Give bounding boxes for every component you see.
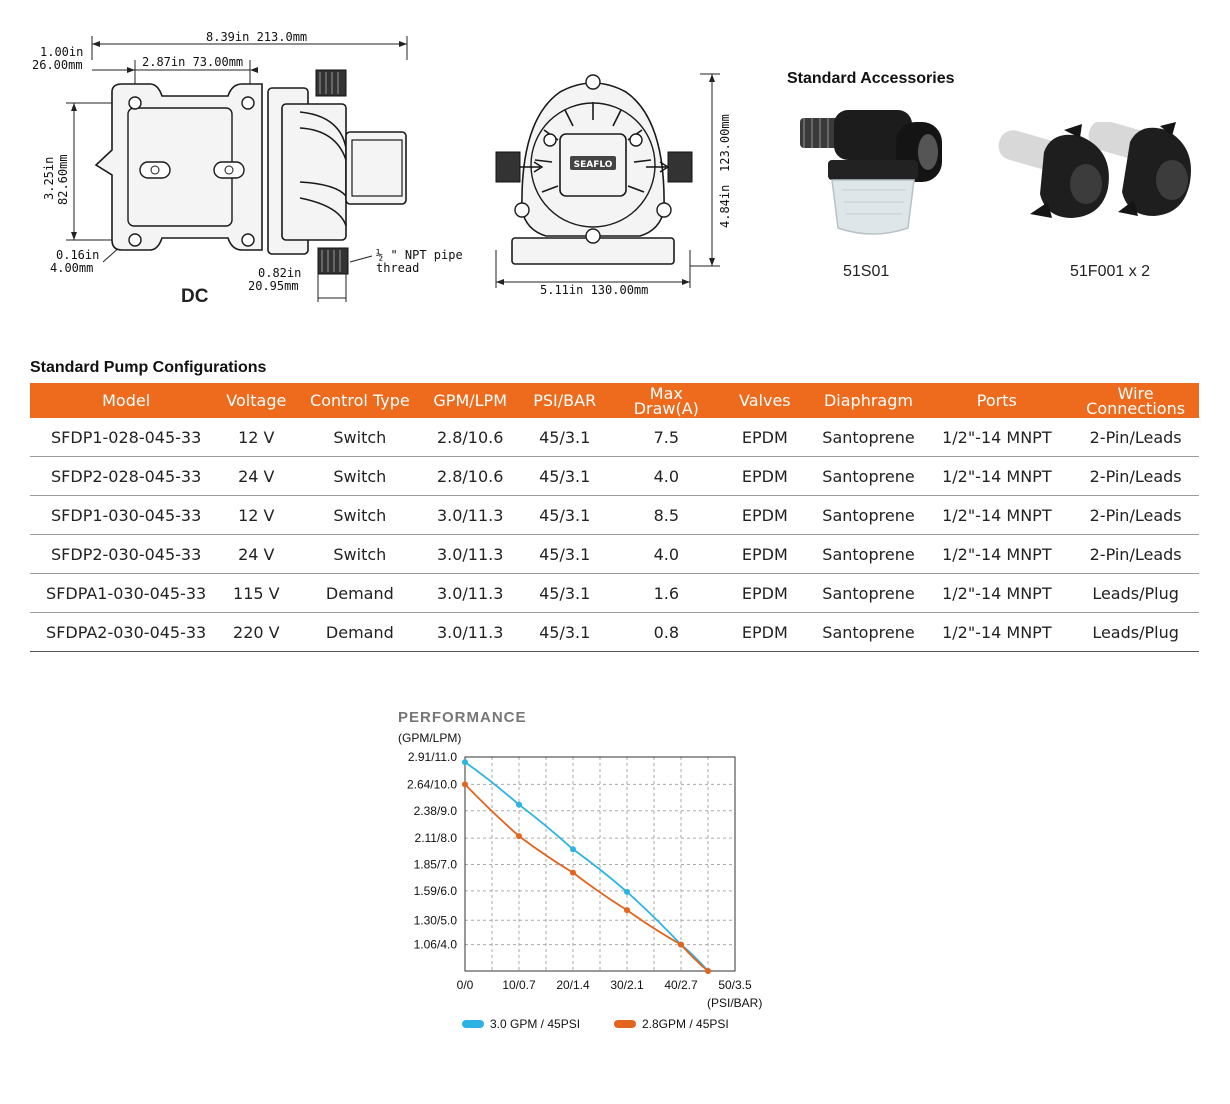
table-cell: Demand <box>290 574 429 613</box>
table-cell: 4.0 <box>618 535 714 574</box>
x-tick-label: 20/1.4 <box>556 978 590 992</box>
left-offset-in: 1.00in <box>40 45 84 59</box>
table-cell: Santoprene <box>816 574 922 613</box>
table-cell: 8.5 <box>618 496 714 535</box>
table-cell: Santoprene <box>816 418 922 457</box>
table-cell: EPDM <box>714 574 815 613</box>
front-height-in: 4.84in <box>718 184 732 228</box>
table-cell: Santoprene <box>816 535 922 574</box>
front-width-dimension: 5.11in 130.00mm <box>540 283 649 297</box>
data-point-series-2 <box>516 833 522 839</box>
table-cell: 1/2"-14 MNPT <box>921 457 1072 496</box>
table-cell: 2.8/10.6 <box>429 418 511 457</box>
column-header: Ports <box>921 383 1072 418</box>
table-cell: Switch <box>290 457 429 496</box>
left-offset-mm: 26.00mm <box>32 58 83 72</box>
performance-chart <box>395 745 775 1000</box>
legend-swatch-series-2 <box>614 1020 636 1028</box>
column-header: PSI/BAR <box>511 383 618 418</box>
table-cell: 115 V <box>222 574 290 613</box>
table-cell: 1/2"-14 MNPT <box>921 613 1072 652</box>
table-cell: Switch <box>290 535 429 574</box>
column-header: Diaphragm <box>816 383 922 418</box>
x-tick-label: 0/0 <box>456 978 474 992</box>
series-line-2 <box>465 784 708 971</box>
configurations-table <box>30 383 1199 652</box>
y-tick-label: 1.06/4.0 <box>413 937 457 952</box>
table-row <box>30 613 1199 652</box>
front-height-mm: 123.00mm <box>718 114 732 172</box>
table-row <box>30 457 1199 496</box>
table-cell: Santoprene <box>816 496 922 535</box>
table-cell: 3.0/11.3 <box>429 496 511 535</box>
data-point-series-1 <box>570 846 576 852</box>
table-cell: 45/3.1 <box>511 535 618 574</box>
accessory-label-51f001: 51F001 x 2 <box>1070 263 1151 280</box>
table-cell: 45/3.1 <box>511 418 618 457</box>
table-cell: SFDP1-030-045-33 <box>30 496 222 535</box>
x-tick-label: 50/3.5 <box>718 978 752 992</box>
table-cell: EPDM <box>714 496 815 535</box>
table-cell: 45/3.1 <box>511 496 618 535</box>
table-cell: 1.6 <box>618 574 714 613</box>
y-tick-label: 1.85/7.0 <box>413 857 457 872</box>
table-cell: 0.8 <box>618 613 714 652</box>
table-cell: 12 V <box>222 496 290 535</box>
npt-thread-note: ½ " NPT pipe <box>376 248 463 262</box>
data-point-series-2 <box>678 942 684 948</box>
column-header: Valves <box>714 383 815 418</box>
table-cell: 45/3.1 <box>511 457 618 496</box>
table-cell: Leads/Plug <box>1072 574 1199 613</box>
table-cell: 45/3.1 <box>511 574 618 613</box>
table-cell: Demand <box>290 613 429 652</box>
x-axis-label: (PSI/BAR) <box>707 996 763 1010</box>
table-header-row <box>30 383 1199 418</box>
table-cell: 45/3.1 <box>511 613 618 652</box>
table-cell: SFDPA2-030-045-33 <box>30 613 222 652</box>
height-dimension-mm: 82.60mm <box>56 154 70 205</box>
table-row <box>30 574 1199 613</box>
data-point-series-2 <box>462 781 468 787</box>
legend-label-series-1: 3.0 GPM / 45PSI <box>490 1017 581 1031</box>
table-cell: 7.5 <box>618 418 714 457</box>
column-header: Model <box>30 383 222 418</box>
legend-swatch-series-1 <box>462 1020 484 1028</box>
table-cell: EPDM <box>714 418 815 457</box>
x-tick-label: 10/0.7 <box>502 978 536 992</box>
table-cell: SFDP1-028-045-33 <box>30 418 222 457</box>
table-cell: 3.0/11.3 <box>429 574 511 613</box>
table-cell: 12 V <box>222 418 290 457</box>
table-cell: 1/2"-14 MNPT <box>921 535 1072 574</box>
table-cell: EPDM <box>714 457 815 496</box>
data-point-series-1 <box>624 889 630 895</box>
table-cell: 1/2"-14 MNPT <box>921 574 1072 613</box>
column-header: Voltage <box>222 383 290 418</box>
table-cell: 220 V <box>222 613 290 652</box>
port-dimension-in: 0.82in <box>258 266 302 280</box>
port-dimension-mm: 20.95mm <box>248 279 299 293</box>
x-tick-label: 30/2.1 <box>610 978 644 992</box>
hole-dimension-mm: 4.00mm <box>50 261 94 275</box>
table-row <box>30 418 1199 457</box>
data-point-series-1 <box>516 802 522 808</box>
column-header: Max Draw(A) <box>618 383 714 418</box>
seaflo-brand: SEAFLO <box>573 160 613 170</box>
y-tick-label: 2.11/8.0 <box>414 831 457 846</box>
table-row <box>30 496 1199 535</box>
data-point-series-2 <box>624 907 630 913</box>
hose-fitting-icon <box>990 122 1202 232</box>
table-cell: Leads/Plug <box>1072 613 1199 652</box>
table-cell: SFDP2-028-045-33 <box>30 457 222 496</box>
accessory-label-51s01: 51S01 <box>843 263 890 280</box>
npt-thread-note-2: thread <box>376 261 420 275</box>
data-point-series-2 <box>705 968 711 974</box>
table-cell: 3.0/11.3 <box>429 535 511 574</box>
x-tick-label: 40/2.7 <box>664 978 698 992</box>
y-tick-label: 2.91/11.0 <box>407 750 457 764</box>
table-cell: SFDP2-030-045-33 <box>30 535 222 574</box>
legend-label-series-2: 2.8GPM / 45PSI <box>642 1017 729 1031</box>
height-dimension: 3.25in <box>42 156 56 200</box>
table-cell: 1/2"-14 MNPT <box>921 418 1072 457</box>
table-cell: 2-Pin/Leads <box>1072 535 1199 574</box>
table-cell: Santoprene <box>816 457 922 496</box>
table-cell: 2-Pin/Leads <box>1072 496 1199 535</box>
column-header: GPM/LPM <box>429 383 511 418</box>
strainer-icon <box>780 100 960 240</box>
y-tick-label: 1.59/6.0 <box>413 883 457 898</box>
configurations-title: Standard Pump Configurations <box>30 359 267 376</box>
table-cell: SFDPA1-030-045-33 <box>30 574 222 613</box>
table-cell: 1/2"-14 MNPT <box>921 496 1072 535</box>
hole-dimension-in: 0.16in <box>56 248 100 262</box>
mount-spacing-dimension: 2.87in 73.00mm <box>142 55 244 69</box>
y-tick-label: 1.30/5.0 <box>413 913 457 928</box>
table-cell: 2-Pin/Leads <box>1072 418 1199 457</box>
table-cell: 4.0 <box>618 457 714 496</box>
dc-label: DC <box>181 286 209 307</box>
chart-title: PERFORMANCE <box>398 709 527 726</box>
data-point-series-2 <box>570 870 576 876</box>
table-cell: 24 V <box>222 457 290 496</box>
y-tick-label: 2.38/9.0 <box>413 803 457 818</box>
table-row <box>30 535 1199 574</box>
y-tick-label: 2.64/10.0 <box>406 777 457 792</box>
table-cell: Santoprene <box>816 613 922 652</box>
table-cell: EPDM <box>714 613 815 652</box>
column-header: Wire Connections <box>1072 383 1199 418</box>
table-cell: 3.0/11.3 <box>429 613 511 652</box>
table-cell: EPDM <box>714 535 815 574</box>
overall-width-dimension: 8.39in 213.0mm <box>206 30 308 44</box>
column-header: Control Type <box>290 383 429 418</box>
data-point-series-1 <box>462 759 468 765</box>
accessories-title: Standard Accessories <box>787 70 955 87</box>
table-cell: Switch <box>290 496 429 535</box>
table-cell: 2.8/10.6 <box>429 457 511 496</box>
y-axis-label: (GPM/LPM) <box>398 731 462 745</box>
table-cell: Switch <box>290 418 429 457</box>
chart-legend <box>462 1016 782 1036</box>
table-cell: 24 V <box>222 535 290 574</box>
table-cell: 2-Pin/Leads <box>1072 457 1199 496</box>
